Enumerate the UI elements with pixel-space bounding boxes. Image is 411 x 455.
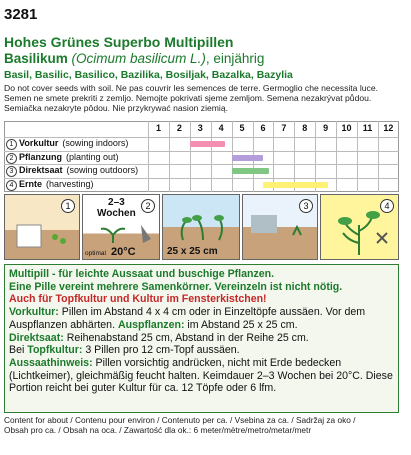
weeks-label: Wochen: [97, 208, 136, 219]
product-subtitle: [4, 51, 264, 66]
instruction-line: Semen ne smete prekriti z zemljo. Nemojte pokrivati sjeme zemljom. Semena nezakrývat půdou.: [4, 93, 372, 104]
step-number: 1: [61, 199, 75, 213]
footer-line: Obsah pro ca. / Obsah na oca. / Zawartość dla ok.: 6 meter/mètre/metro/metar/metr: [4, 424, 312, 435]
product-code: 3281: [4, 6, 38, 23]
month-label: 2: [176, 123, 182, 133]
product-title: Hohes Grünes Superbo Multipillen: [4, 34, 234, 50]
topfkultur-text: 3 Pillen pro 12 cm-Topf aussäen.: [82, 344, 240, 357]
latin-name: (Ocimum basilicum L.): [71, 51, 206, 66]
content-amount: [4, 416, 409, 436]
annual-label: , einjährig: [205, 51, 265, 66]
month-label: 8: [302, 123, 308, 133]
month-label: 3: [197, 123, 203, 133]
direktsaat-text: Reihenabstand 25 cm, Abstand in der Reihe 25 cm.: [63, 331, 309, 344]
topfkultur-prefix: Bei: [9, 344, 28, 357]
step-number: 2: [141, 199, 155, 213]
translated-names: Basil, Basilic, Basilico, Bazilika, Bosiljak, Bazalka, Bazylia: [4, 69, 293, 81]
weeks-number: 2–3: [108, 197, 125, 208]
step-number: 3: [299, 199, 313, 213]
row-note: (harvesting): [46, 178, 94, 189]
row-note: (planting out): [66, 151, 119, 162]
season-bar: [232, 168, 270, 174]
step-panel-1: [4, 194, 80, 260]
sowing-calendar: [4, 121, 399, 192]
topfkultur-paragraph: [9, 344, 394, 357]
row-number: 4: [6, 180, 17, 191]
step-panel-3: [162, 194, 240, 260]
step-illustrations: [4, 194, 399, 260]
month-label: 5: [239, 123, 245, 133]
step-panel-2: [82, 194, 160, 260]
row-number: 1: [6, 139, 17, 150]
instruction-line: Do not cover seeds with soil. Ne pas couvrir les semences de terre. Germoglio che necessita luce.: [4, 83, 378, 93]
season-bar: [190, 141, 226, 147]
step-panel-5: [320, 194, 399, 260]
calendar-row-label: [6, 165, 138, 177]
direktsaat-label: Direktsaat:: [9, 331, 64, 344]
vorkultur-paragraph: [9, 306, 394, 331]
month-label: 11: [362, 123, 373, 133]
optimal-label: optimal: [85, 250, 106, 257]
seed-packet-icon: [5, 195, 81, 261]
footer-line: Content for about / Contenu pour environ / Contenuto per ca. / Vsebina za ca. / Sadržaj za oko /: [4, 415, 356, 425]
info-line: Eine Pille vereint mehrere Samenkörner. Vereinzeln ist nicht nötig.: [9, 280, 343, 293]
month-label: 4: [218, 123, 224, 133]
month-label: 10: [341, 123, 352, 133]
step-number: 4: [380, 199, 394, 213]
auspflanzen-label: Auspflanzen:: [117, 318, 185, 331]
row-note: (sowing outdoors): [66, 165, 139, 175]
instruction-line: Semiačka nezakryte pôdou. Nie przykrywać nasion ziemią.: [4, 103, 229, 114]
planting-distance: 25 x 25 cm: [167, 246, 218, 257]
growing-info: [4, 264, 399, 413]
harvest-icon: [321, 195, 400, 261]
calendar-row: [4, 178, 399, 191]
row-number: 2: [6, 153, 17, 164]
month-label: 1: [155, 123, 161, 133]
calendar-row: [4, 137, 399, 150]
month-label: 12: [383, 123, 394, 133]
direktsaat-paragraph: [9, 332, 394, 345]
month-label: 6: [260, 123, 266, 133]
row-activity: Direktsaat: [19, 165, 63, 175]
calendar-row-label: [6, 152, 119, 164]
row-note: (sowing indoors): [62, 138, 129, 148]
calendar-row-label: [6, 138, 128, 150]
step-panel-4: [242, 194, 318, 260]
optimal-temperature: 20°C: [111, 246, 136, 258]
vorkultur-label: Vorkultur:: [9, 306, 59, 319]
hinweis-label: Aussaathinweis:: [9, 356, 93, 369]
topfkultur-label: Topfkultur:: [27, 344, 83, 357]
hinweis-paragraph: [9, 357, 394, 395]
hinweis-text: Pillen vorsichtig andrücken, nicht mit Erde bedecken (Lichtkeimer), gleichmäßig feucht halten. Keimdauer 2–3 Wochen bei 20°C. Diese Portion reicht bei guter Kultur für ca. 12 Töpfe oder 6 lfm.: [9, 356, 393, 395]
row-activity: Vorkultur: [19, 138, 59, 148]
common-name: Basilikum: [4, 51, 68, 66]
month-label: 7: [281, 123, 287, 133]
info-line-highlight: Auch für Topfkultur und Kultur im Fensterkistchen!: [9, 293, 267, 306]
season-bar: [263, 182, 328, 188]
sowing-outdoors-icon: [243, 195, 319, 261]
calendar-row-label: [6, 179, 94, 191]
calendar-row: [4, 151, 399, 164]
month-label: 9: [323, 123, 329, 133]
info-line: Multipill - für leichte Aussaat und buschige Pflanzen.: [9, 268, 275, 280]
vorkultur-text: Pillen im Abstand 4 x 4 cm oder in Einzeltöpfe aussäen. Vor dem Auspflanzen abhärten.: [9, 306, 366, 331]
sowing-instructions: [4, 83, 409, 114]
row-activity: Pflanzung: [19, 151, 62, 162]
calendar-row: [4, 164, 399, 177]
auspflanzen-text: im Abstand 25 x 25 cm.: [184, 318, 298, 331]
row-activity: Ernte: [19, 178, 43, 189]
row-number: 3: [6, 166, 17, 177]
season-bar: [232, 155, 263, 161]
